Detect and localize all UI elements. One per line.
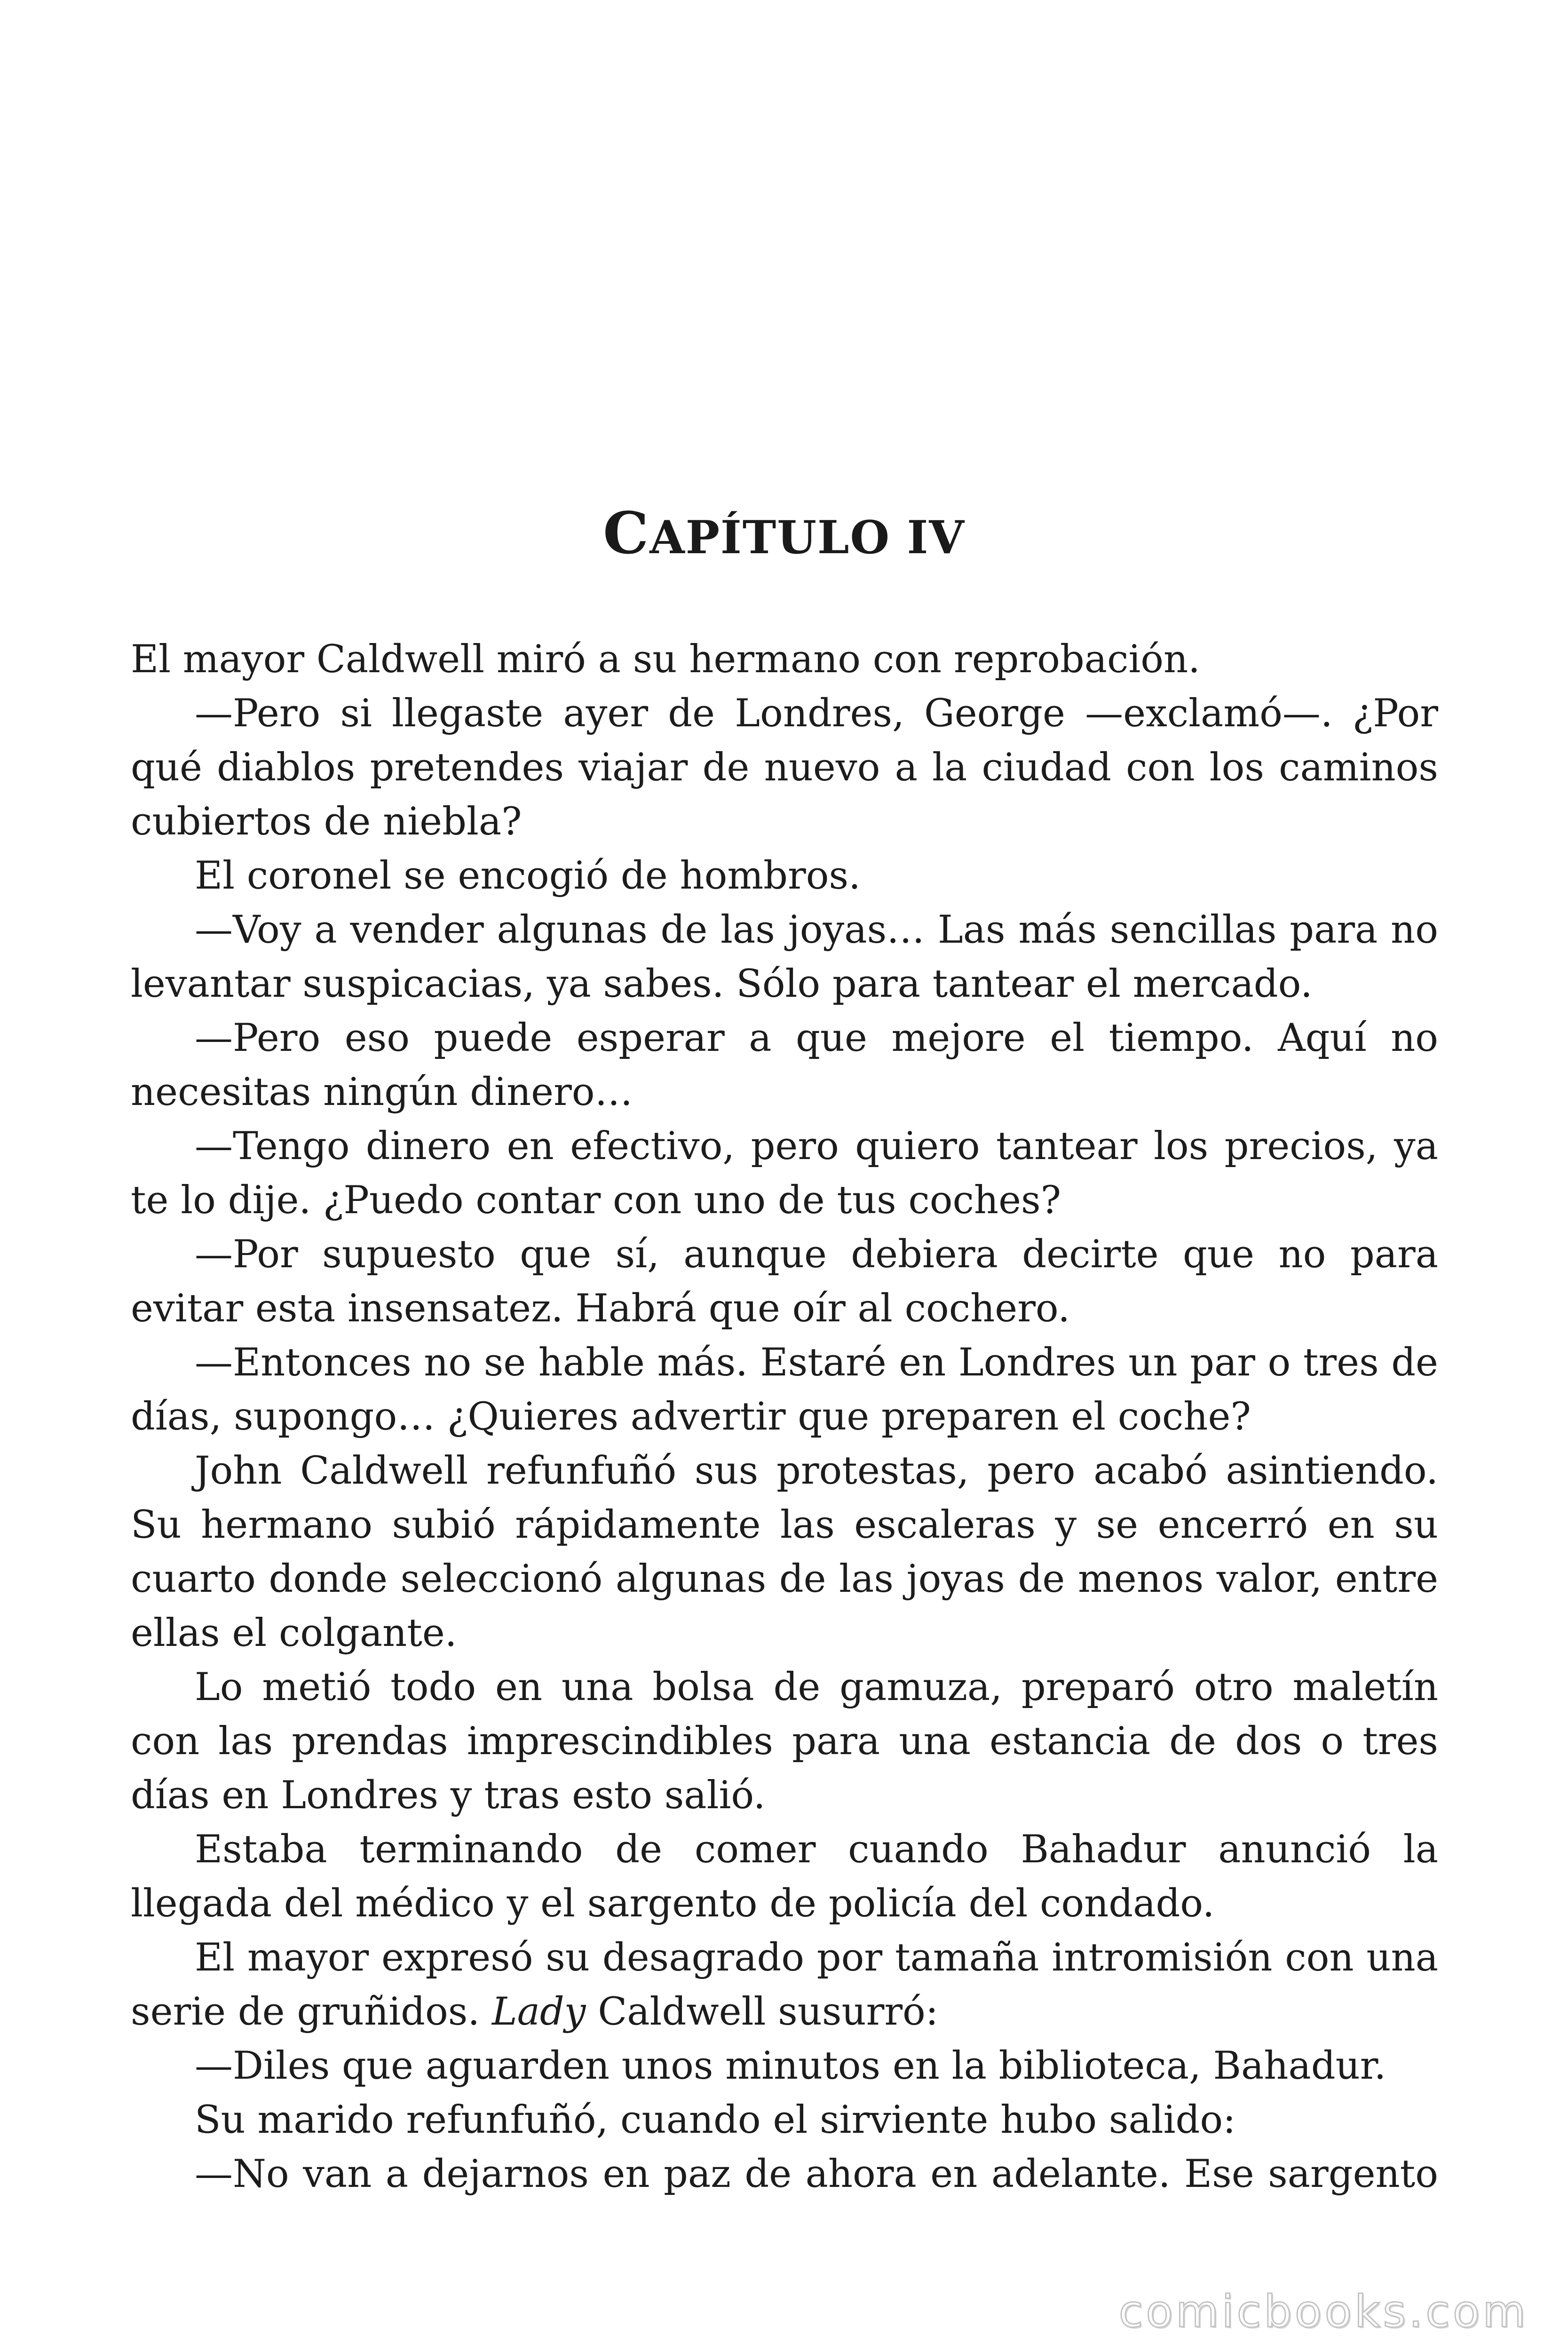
chapter-title	[0, 499, 1568, 567]
paragraph-text: Su marido refunfuñó, cuando el sirviente hubo salido:	[195, 2098, 1236, 2142]
watermark: comicbooks.com	[1118, 2286, 1528, 2337]
paragraph-text: —Tengo dinero en efectivo, pero quiero tantear los precios, ya te lo dije. ¿Puedo contar con uno de tus coches?	[131, 1124, 1438, 1223]
paragraph	[131, 1228, 1438, 1336]
paragraph	[131, 1931, 1438, 2039]
italic-text: Lady	[491, 1990, 586, 2034]
paragraph	[131, 1120, 1438, 1228]
paragraph	[131, 687, 1438, 849]
chapter-title-rest: APÍTULO IV	[649, 510, 965, 564]
paragraph	[131, 633, 1438, 687]
paragraph	[131, 1823, 1438, 1931]
paragraph-text: Caldwell susurró:	[586, 1990, 939, 2034]
paragraph	[131, 903, 1438, 1011]
paragraph-text: Lo metió todo en una bolsa de gamuza, preparó otro maletín con las prendas imprescindibles para una estancia de dos o tres días en Londres y tras esto salió.	[131, 1665, 1438, 1818]
paragraph-text: —Por supuesto que sí, aunque debiera decirte que no para evitar esta insensatez. Habrá que oír al cochero.	[131, 1232, 1438, 1331]
paragraph-text: —Pero eso puede esperar a que mejore el tiempo. Aquí no necesitas ningún dinero…	[131, 1016, 1438, 1114]
paragraph-text: John Caldwell refunfuñó sus protestas, pero acabó asintiendo. Su hermano subió rápidamente las escaleras y se encerró en su cuarto donde seleccionó algunas de las joyas de menos valor, entre ellas el colgante.	[131, 1449, 1438, 1655]
paragraph-text: —No van a dejarnos en paz de ahora en adelante. Ese sargento	[195, 2152, 1438, 2196]
paragraph	[131, 1661, 1438, 1823]
paragraph-text: —Voy a vender algunas de las joyas… Las más sencillas para no levantar suspicacias, ya sabes. Sólo para tantear el mercado.	[131, 908, 1438, 1006]
paragraph	[131, 849, 1438, 903]
paragraph	[131, 2039, 1438, 2093]
paragraph	[131, 2093, 1438, 2147]
paragraph-text: El mayor expresó su desagrado por tamaña intromisión con una serie de gruñidos.	[131, 1936, 1438, 2034]
paragraph-text: —Diles que aguarden unos minutos en la biblioteca, Bahadur.	[195, 2044, 1386, 2088]
paragraph	[131, 1444, 1438, 1661]
paragraph	[131, 1011, 1438, 1120]
paragraph	[131, 2147, 1438, 2201]
paragraph-text: —Pero si llegaste ayer de Londres, George —exclamó—. ¿Por qué diablos pretendes viajar de nuevo a la ciudad con los caminos cubiertos de niebla?	[131, 691, 1438, 844]
paragraph-text: —Entonces no se hable más. Estaré en Londres un par o tres de días, supongo… ¿Quieres advertir que preparen el coche?	[131, 1341, 1438, 1439]
paragraph-text: El coronel se encogió de hombros.	[195, 854, 861, 898]
paragraph-text: El mayor Caldwell miró a su hermano con reprobación.	[131, 637, 1200, 682]
paragraph	[131, 1336, 1438, 1444]
body-text	[131, 633, 1438, 2201]
paragraph-text: Estaba terminando de comer cuando Bahadur anunció la llegada del médico y el sargento de policía del condado.	[131, 1828, 1438, 1926]
chapter-title-initial: C	[603, 499, 650, 567]
